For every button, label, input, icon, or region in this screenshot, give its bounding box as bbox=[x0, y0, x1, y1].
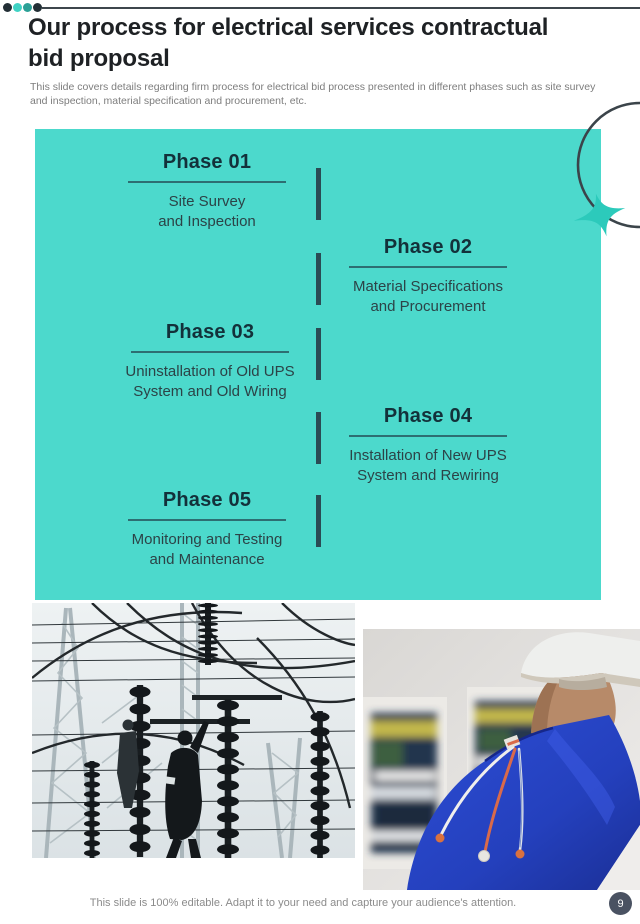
corner-decoration bbox=[540, 85, 640, 250]
header-dots bbox=[3, 3, 42, 12]
header-dot-icon bbox=[13, 3, 22, 12]
page-subtitle-line1: This slide covers details regarding firm process for electrical bid process presented in different phases such as site survey bbox=[30, 81, 596, 93]
phase-underline bbox=[131, 351, 289, 353]
phase-label: Phase 05 bbox=[162, 489, 252, 511]
phase-03-block bbox=[60, 321, 360, 402]
phase-label: Phase 02 bbox=[383, 236, 473, 258]
phase-underline bbox=[128, 181, 286, 183]
phase-underline bbox=[128, 519, 286, 521]
page-number-badge bbox=[609, 892, 632, 915]
page-subtitle-line2: and inspection, material specification and procurement, etc. bbox=[30, 94, 307, 107]
phase-description: Monitoring and Testing and Maintenance bbox=[131, 531, 283, 568]
phase-label: Phase 04 bbox=[383, 405, 473, 427]
phase-description: Uninstallation of Old UPS System and Old Wiring bbox=[125, 363, 295, 400]
phase-05-block bbox=[57, 489, 357, 570]
page-title-line2: bid proposal bbox=[28, 44, 170, 72]
phase-label: Phase 03 bbox=[165, 321, 255, 343]
footer-note: This slide is 100% editable. Adapt it to your need and capture your audience's attention. bbox=[89, 897, 517, 909]
phase-description: Site Survey and Inspection bbox=[158, 193, 256, 230]
header-rule bbox=[42, 7, 640, 9]
phase-description: Installation of New UPS System and Rewiring bbox=[349, 447, 507, 484]
header-dot-icon bbox=[33, 3, 42, 12]
phase-underline bbox=[349, 266, 507, 268]
star-sparkle-icon bbox=[569, 188, 631, 244]
page-title-line1: Our process for electrical services contractual bbox=[28, 14, 549, 41]
header-dot-icon bbox=[23, 3, 32, 12]
electrician-photo bbox=[363, 629, 640, 890]
phase-description: Material Specifications and Procurement bbox=[352, 278, 504, 315]
phase-01-block bbox=[57, 151, 357, 232]
process-panel bbox=[35, 129, 601, 600]
page-title bbox=[28, 13, 628, 74]
substation-photo bbox=[32, 603, 355, 858]
phase-label: Phase 01 bbox=[162, 151, 252, 173]
page-subtitle bbox=[30, 81, 622, 108]
phase-02-block bbox=[298, 236, 558, 317]
header-dot-icon bbox=[3, 3, 12, 12]
phase-underline bbox=[349, 435, 507, 437]
phase-04-block bbox=[298, 405, 558, 486]
page-number: 9 bbox=[617, 897, 624, 910]
